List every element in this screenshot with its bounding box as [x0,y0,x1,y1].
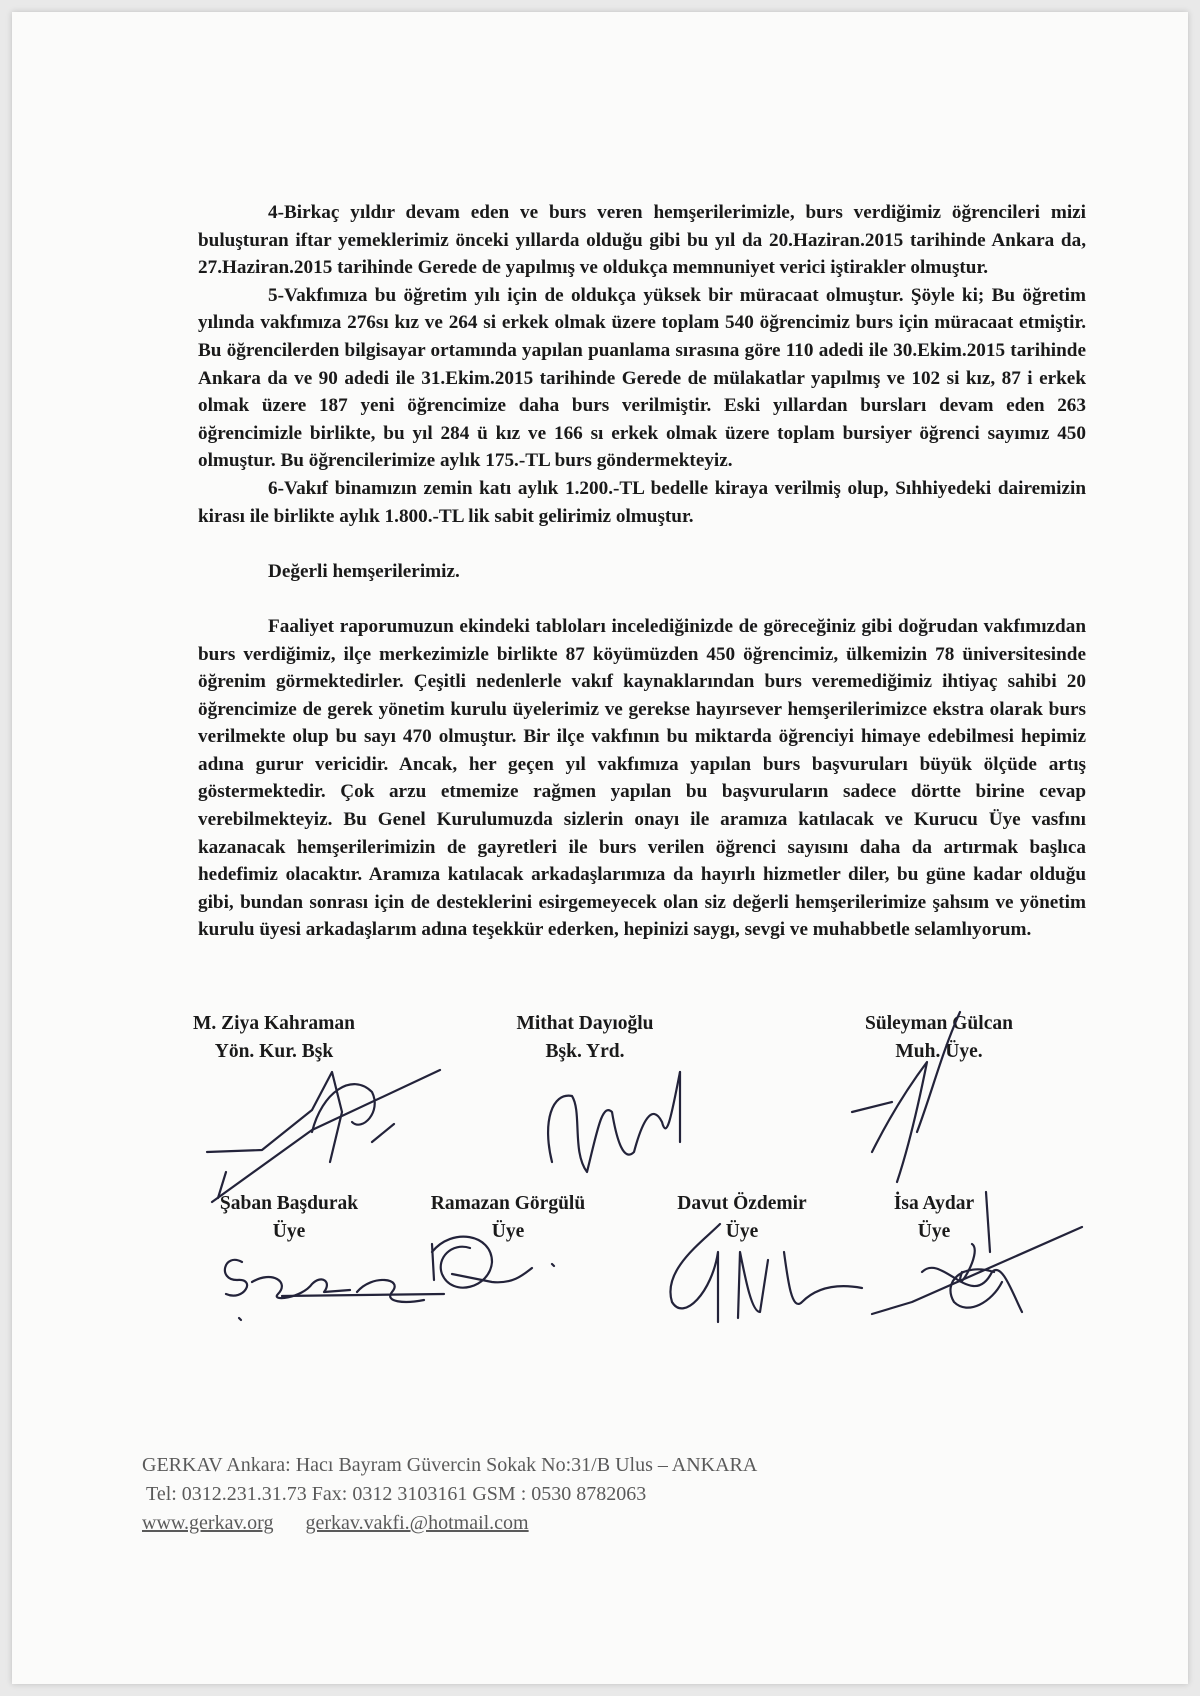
signatory-member-2 [406,1190,610,1246]
signatory-name: Süleyman Gülcan [865,1013,1013,1034]
footer-phones: Tel: 0312.231.31.73 Fax: 0312 3103161 GSM : 0530 8782063 [146,1483,647,1505]
signatory-title: Üye [491,1221,525,1242]
signature-president-scribble [207,1070,440,1202]
paragraph-building-income: 6-Vakıf binamızın zemin katı aylık 1.200.-TL bedelle kiraya verilmiş olup, Sıhhiyedeki dairemizin kirası ile birlikte aylık 1.800.-TL lik sabit gelirimiz olmuştur. [198,477,1086,527]
footer-contacts [142,1509,757,1538]
letterhead-footer [142,1451,757,1538]
email-link[interactable]: gerkav.vakfi.@hotmail.com [305,1512,529,1534]
signature-member-1-scribble [225,1260,444,1320]
signatory-name: Davut Özdemir [677,1193,807,1214]
signatory-member-1 [194,1190,384,1246]
paragraph-iftar: 4-Birkaç yıldır devam eden ve burs veren hemşerilerimizle, burs verdiğimiz öğrencileri mizi buluşturan iftar yemeklerimiz önceki yıllarda olduğu gibi bu yıl da 20.Haziran.2015 tarihinde Ankara da, 27.Haziran.2015 tarihinde Gerede de yapılmış ve oldukça memnuniyet verici iştirakler olmuştur. [198,202,1086,279]
salutation: Değerli hemşerilerimiz. [268,560,460,582]
signatory-president [164,1010,384,1066]
signatory-title: Üye [725,1221,759,1242]
paragraph-closing: Faaliyet raporumuzun ekindeki tabloları incelediğinizde de göreceğiniz gibi doğrudan vakfımızdan burs verdiğimiz, ilçe merkezimizle birlikte 87 köyümüzden 450 öğrencimiz, ülkemizin 78 üniversitesinde öğrenim görmektedirler. Çeşitli nedenlerle vakıf kaynaklarından burs veremediğimiz ihtiyaç sahibi 20 öğrencimize de gerek yönetim kurulu üyelerimiz ve gerekse hayırsever hemşerilerimizce ekstra olarak burs verilmekte olup bu sayı 470 olmuştur. Bir ilçe vakfının bu miktarda öğrenciyi himaye edebilmesi hepimiz adına gurur vericidir. Ancak, her geçen yıl vakfımıza yapılan burs başvuruları büyük ölçüde artış göstermektedir. Çok arzu etmemize rağmen yapılan bu başvuruların sadece dörtte birine cevap verebilmekteyiz. Bu Genel Kurulumuzda sizlerin onayı ile aramıza katılacak ve Kurucu Üye vasfını kazanacak hemşerilerimizin de gayretleri ile burs verilen öğrenci sayısını daha da artırmak başlıca hedefimiz olacaktır. Aramıza katılacak arkadaşlarımıza da hayırlı hizmetler diler, bu güne kadar olduğu gibi, bundan sonrası için de desteklerini esirgemeyecek olan siz değerli hemşerilerimize şahsım ve yönetim kurulu üyesi arkadaşlarım adına teşekkür ederken, hepinizi saygı, sevgi ve muhabbetle selamlıyorum. [198,615,1086,941]
letter-body [198,199,1086,944]
signatory-member-4 [872,1190,996,1246]
spacer [198,585,1086,613]
spacer [198,530,1086,558]
signatory-accountant [826,1010,1052,1066]
signatory-title: Üye [917,1221,951,1242]
signatory-member-3 [652,1190,832,1246]
signatory-name: Ramazan Görgülü [430,1193,586,1214]
document-page [12,12,1188,1684]
signatory-name: M. Ziya Kahraman [193,1013,355,1034]
signatory-title: Üye [272,1221,306,1242]
footer-address: GERKAV Ankara: Hacı Bayram Güvercin Sokak No:31/B Ulus – ANKARA [142,1454,758,1476]
paragraph-applications: 5-Vakfımıza bu öğretim yılı için de oldukça yüksek bir müracaat olmuştur. Şöyle ki; Bu öğretim yılında vakfımıza 276sı kız ve 264 si erkek olmak üzere toplam 540 öğrencimiz burs için müracaat etmiştir. Bu öğrencilerden bilgisayar ortamında yapılan puanlama sırasına göre 110 adedi ile 30.Ekim.2015 tarihinde Ankara da ve 90 adedi ile 31.Ekim.2015 tarihinde Gerede de mülakatlar yapılmış ve 102 si kız, 87 i erkek olmak üzere 187 yeni öğrencimize daha burs verilmiştir. Eski yıllardan bursları devam eden 263 öğrencimizle birlikte, bu yıl 284 ü kız ve 166 sı erkek olmak üzere toplam bursiyer öğrenci sayımız 450 olmuştur. Bu öğrencilerimize aylık 175.-TL burs göndermekteyiz. [198,284,1086,472]
signature-vice-president-scribble [548,1072,680,1172]
signatory-title: Yön. Kur. Bşk [214,1041,334,1062]
signatory-name: Şaban Başdurak [219,1193,359,1214]
signatory-name: Mithat Dayıoğlu [516,1013,654,1034]
signatory-title: Muh. Üye. [895,1041,983,1062]
signatory-title: Bşk. Yrd. [545,1041,625,1062]
signatory-vice-president [480,1010,690,1066]
signatory-name: İsa Aydar [893,1193,975,1214]
website-link[interactable]: www.gerkav.org [142,1512,274,1534]
